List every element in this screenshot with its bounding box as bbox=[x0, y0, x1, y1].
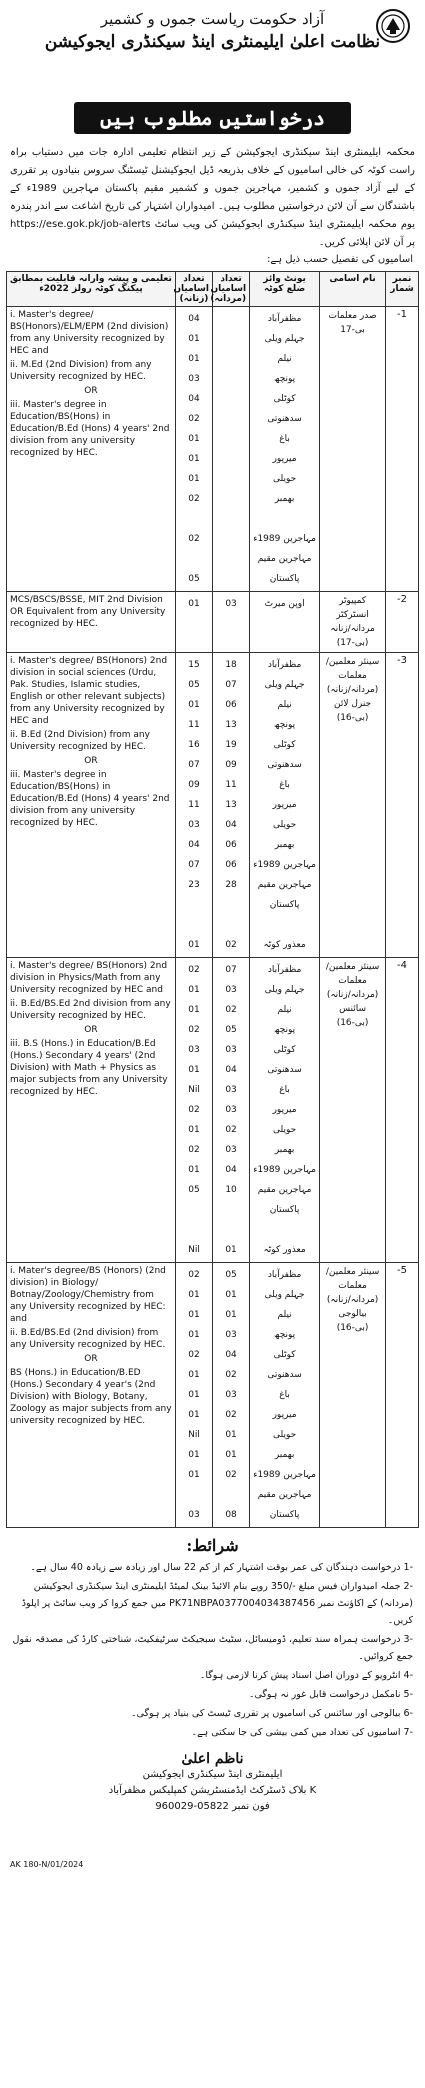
header bbox=[6, 0, 419, 100]
count-value: 02 bbox=[188, 494, 200, 504]
count-value: 01 bbox=[188, 454, 200, 464]
unit-name bbox=[253, 1220, 316, 1240]
serial-number-cell: -3 bbox=[386, 653, 419, 958]
count-value bbox=[216, 429, 246, 449]
count-value bbox=[179, 549, 209, 569]
unit-name: حویلی bbox=[272, 474, 297, 484]
unit-name: مظفرآباد bbox=[267, 314, 302, 324]
unit-name: نیلم bbox=[277, 700, 292, 710]
count-value: 01 bbox=[188, 940, 200, 950]
qualification-cell bbox=[7, 653, 176, 958]
count-value: Nil bbox=[188, 1245, 200, 1255]
count-value: 04 bbox=[225, 820, 237, 830]
unit-cell bbox=[250, 307, 320, 592]
qualification-cell bbox=[7, 958, 176, 1263]
footer-department: ایلیمنٹری اینڈ سیکنڈری ایجوکیشن bbox=[142, 1769, 283, 1780]
count-value: 03 bbox=[225, 1390, 237, 1400]
term-item: -4 انٹرویو کے دوران اصل اسناد پیش کرنا لازمی ہوگا۔ bbox=[199, 1670, 413, 1681]
unit-name: پاکستان bbox=[269, 1510, 300, 1520]
count-value: 07 bbox=[188, 860, 200, 870]
count-value: 01 bbox=[225, 1290, 237, 1300]
unit-name: مہاجرین مقیم bbox=[257, 880, 312, 890]
footer-address: K بلاک ڈسٹرکٹ ایڈمنسٹریشن کمپلیکس مظفرآباد bbox=[108, 1785, 317, 1796]
serial-number-cell: -5 bbox=[386, 1263, 419, 1528]
unit-cell bbox=[250, 653, 320, 958]
unit-name: بھمبر bbox=[274, 840, 295, 850]
count-value: 02 bbox=[188, 534, 200, 544]
count-value: 19 bbox=[225, 740, 237, 750]
count-value: 02 bbox=[188, 1025, 200, 1035]
unit-cell bbox=[250, 1263, 320, 1528]
count-value: 02 bbox=[188, 1270, 200, 1280]
unit-name: مظفرآباد bbox=[267, 965, 302, 975]
count-value bbox=[216, 469, 246, 489]
unit-name: پونچھ bbox=[274, 720, 296, 730]
unit-name: مہاجرین 1989ء bbox=[253, 534, 316, 544]
unit-name: نیلم bbox=[277, 1310, 292, 1320]
qualification-cell bbox=[7, 1263, 176, 1528]
count-value: 04 bbox=[225, 1350, 237, 1360]
header-female: تعداد اسامیاں (زنانہ) bbox=[175, 272, 212, 307]
count-value: 05 bbox=[188, 680, 200, 690]
posts-table bbox=[6, 271, 419, 1528]
unit-name: مہاجرین مقیم bbox=[257, 554, 312, 564]
header-unit: یونٹ وائز ضلع کوٹہ bbox=[250, 272, 320, 307]
count-value bbox=[179, 1220, 209, 1240]
posts-table-body bbox=[7, 307, 419, 1528]
term-item: -1 درخواست دہندگان کی عمر بوقت اشتہار کم از کم 22 سال اور زیادہ سے زیادہ 40 سال ہے۔ bbox=[30, 1562, 413, 1573]
count-value: 16 bbox=[188, 740, 200, 750]
unit-name: حویلی bbox=[272, 1430, 297, 1440]
count-value: 01 bbox=[188, 985, 200, 995]
count-value bbox=[216, 529, 246, 549]
qualification-line: iii. Master's degree in Education/BS(Hons) in Education/B.Ed (Hons) 4 years' 2nd division from any university recognized by HEC. bbox=[10, 770, 170, 828]
header-male: تعداد اسامیاں (مردانہ) bbox=[213, 272, 250, 307]
unit-name: میرپور bbox=[272, 454, 297, 464]
count-value: 04 bbox=[225, 1065, 237, 1075]
unit-name: نیلم bbox=[277, 354, 292, 364]
count-value: 03 bbox=[188, 1045, 200, 1055]
count-value: 13 bbox=[225, 800, 237, 810]
count-value bbox=[179, 1485, 209, 1505]
header-sno: نمبر شمار bbox=[386, 272, 419, 307]
unit-name: باغ bbox=[279, 1085, 290, 1095]
count-value: 01 bbox=[188, 1165, 200, 1175]
count-value: 06 bbox=[225, 860, 237, 870]
count-value bbox=[216, 569, 246, 589]
count-value: 01 bbox=[188, 1065, 200, 1075]
count-value: 01 bbox=[188, 1125, 200, 1135]
female-count-cell bbox=[175, 307, 212, 592]
unit-name: سدھنوتی bbox=[267, 1065, 302, 1075]
count-value: 01 bbox=[188, 599, 200, 609]
count-value bbox=[216, 895, 246, 915]
table-row bbox=[7, 1263, 419, 1528]
count-value bbox=[216, 1485, 246, 1505]
unit-name: حویلی bbox=[272, 1125, 297, 1135]
unit-cell bbox=[250, 958, 320, 1263]
post-name-cell: صدر معلمات بی-17 bbox=[320, 307, 386, 592]
unit-name: پونچھ bbox=[274, 374, 296, 384]
count-value: 01 bbox=[225, 1430, 237, 1440]
unit-name: نیلم bbox=[277, 1005, 292, 1015]
qualification-line: ii. B.Ed/BS.Ed 2nd division from any University recognized by HEC. bbox=[10, 999, 171, 1021]
qualification-line: BS (Hons.) in Education/B.ED (Hons.) Secondary 4 year's (2nd Division) with Biology, Botany, Zoology as major subjects from any university recognized by HEC. bbox=[10, 1368, 172, 1426]
intro-paragraph: محکمہ ایلیمنٹری اینڈ سیکنڈری ایجوکیشن کے زیر انتظام تعلیمی ادارہ جات میں دستیاب براہ راست کوٹہ کی خالی اسامیوں کے خلاف بذریعہ ڈیل ایجوکیشنل ٹیسٹنگ سروس بنیادوں پر تقرری کے لیے آزاد جموں و کشمیر، مہاجرین جموں و کشمیر مقیم پاکستان مہاجرین 1989ء کے باشندگان سے آن لائن درخواستیں مطلوب ہیں۔ امیدواران اشتہار کی تاریخ اشاعت سے اندر پندرہ یوم محکمہ ایلیمنٹری اینڈ سیکنڈری ایجوکیشن کی ویب سائٹ https://ese.gok.pk/job-alerts پر آن لائن اپلائی کریں۔ bbox=[10, 147, 415, 248]
unit-name bbox=[253, 915, 316, 935]
count-value: 02 bbox=[188, 1105, 200, 1115]
unit-name: کوٹلی bbox=[273, 394, 296, 404]
post-name-cell: سینئر معلمین/ معلمات (مردانہ/زنانہ) جنرل لائن (بی-16) bbox=[320, 653, 386, 958]
count-value bbox=[179, 509, 209, 529]
count-value: 08 bbox=[225, 1510, 237, 1520]
unit-name: پاکستان bbox=[269, 900, 300, 910]
unit-name: مہاجرین مقیم bbox=[257, 1185, 312, 1195]
government-emblem-icon bbox=[375, 8, 411, 44]
qualification-line: i. Master's degree/ BS(Honors) 2nd division in Physics/Math from any University recognized by HEC and bbox=[10, 961, 168, 995]
count-value: 11 bbox=[188, 720, 200, 730]
footer bbox=[6, 1751, 419, 1871]
qualification-line: i. Master's degree/ BS(Honors)/ELM/EPM (2nd division) from any University recognized by HEC and bbox=[10, 310, 169, 356]
term-item: -6 بیالوجی اور سائنس کی اسامیوں پر تقرری ٹیسٹ کی بنیاد پر ہوگی۔ bbox=[130, 1708, 413, 1719]
qualification-line: iii. Master's degree in Education/BS(Hons) in Education/B.Ed (Hons) 4 years' 2nd division from any university recognized by HEC. bbox=[10, 400, 170, 458]
count-value: 09 bbox=[188, 780, 200, 790]
male-count-cell bbox=[213, 307, 250, 592]
count-value: 02 bbox=[188, 1350, 200, 1360]
unit-cell bbox=[250, 592, 320, 653]
count-value: 03 bbox=[225, 985, 237, 995]
count-value: 03 bbox=[225, 1045, 237, 1055]
count-value: 03 bbox=[225, 1085, 237, 1095]
unit-name: معذور کوٹہ bbox=[263, 940, 306, 950]
count-value bbox=[216, 449, 246, 469]
qualification-line: OR bbox=[84, 756, 98, 766]
table-row bbox=[7, 653, 419, 958]
count-value: 06 bbox=[225, 700, 237, 710]
table-header-row bbox=[7, 272, 419, 307]
count-value bbox=[216, 509, 246, 529]
female-count-cell bbox=[175, 958, 212, 1263]
female-count-cell bbox=[175, 653, 212, 958]
footer-phone: فون نمبر 05822-960029 bbox=[155, 1801, 270, 1812]
count-value: 05 bbox=[225, 1270, 237, 1280]
count-value: 10 bbox=[225, 1185, 237, 1195]
unit-name: مہاجرین 1989ء bbox=[253, 1165, 316, 1175]
terms-title: شرائط: bbox=[186, 1536, 239, 1555]
count-value: 01 bbox=[188, 1470, 200, 1480]
count-value: 28 bbox=[225, 880, 237, 890]
count-value bbox=[216, 389, 246, 409]
qualification-line: OR bbox=[84, 1354, 98, 1364]
count-value: 07 bbox=[225, 680, 237, 690]
count-value: 01 bbox=[188, 1450, 200, 1460]
count-value: 01 bbox=[225, 1450, 237, 1460]
unit-name: مہاجرین 1989ء bbox=[253, 1470, 316, 1480]
count-value: 05 bbox=[188, 574, 200, 584]
post-name-cell: سینئر معلمین/ معلمات (مردانہ/زنانہ) سائنس (بی-16) bbox=[320, 958, 386, 1263]
unit-name: میرپور bbox=[272, 1410, 297, 1420]
count-value bbox=[179, 895, 209, 915]
unit-name: پاکستان bbox=[269, 574, 300, 584]
unit-name: بھمبر bbox=[274, 494, 295, 504]
table-row bbox=[7, 592, 419, 653]
count-value: 13 bbox=[225, 720, 237, 730]
count-value: 02 bbox=[225, 1125, 237, 1135]
count-value: 03 bbox=[188, 820, 200, 830]
applications-wanted-banner: درخواستیں مطلوب ہیں bbox=[74, 102, 351, 134]
table-row bbox=[7, 958, 419, 1263]
count-value bbox=[179, 915, 209, 935]
count-value: 07 bbox=[225, 965, 237, 975]
banner-wrap bbox=[6, 102, 419, 134]
header-post-name: نام اسامی bbox=[320, 272, 386, 307]
serial-number-cell: -1 bbox=[386, 307, 419, 592]
count-value bbox=[216, 409, 246, 429]
count-value: Nil bbox=[188, 1085, 200, 1095]
unit-name: مظفرآباد bbox=[267, 660, 302, 670]
count-value: 01 bbox=[188, 700, 200, 710]
count-value: 05 bbox=[225, 1025, 237, 1035]
count-value: 03 bbox=[188, 374, 200, 384]
unit-name: بھمبر bbox=[274, 1145, 295, 1155]
count-value: 05 bbox=[188, 1185, 200, 1195]
director-title: ناظم اعلیٰ bbox=[181, 1751, 244, 1767]
count-value: 01 bbox=[225, 1245, 237, 1255]
qualification-line: i. Mater's degree/BS (Honors) (2nd division) in Biology/ Botnay/Zoology/Chemistry from any University recognized by HEC: and bbox=[10, 1266, 166, 1324]
unit-name: بھمبر bbox=[274, 1450, 295, 1460]
count-value: 04 bbox=[188, 314, 200, 324]
term-item: -2 جملہ امیدواران فیس مبلغ -/350 روپے بنام الائیڈ بینک لمیٹڈ ایلیمنٹری اینڈ سیکنڈری ایجوکیشن (مردانہ) کے اکاؤنٹ نمبر PK71NBPA0377004034387456 میں جمع کروا کر ویب سائٹ پر اپلوڈ کریں۔ bbox=[21, 1581, 413, 1626]
term-item: -3 درخواست ہمراہ سند تعلیم، ڈومیسائل، سٹیٹ سبجیکٹ سرٹیفکیٹ، شناختی کارڈ کی مصدقہ نقول جمع کروائیں۔ bbox=[12, 1634, 413, 1662]
count-value bbox=[216, 329, 246, 349]
signature-block bbox=[6, 1751, 419, 1815]
count-value bbox=[216, 915, 246, 935]
qualification-line: MCS/BSCS/BSSE, MIT 2nd Division OR Equivalent from any University recognized by HEC. bbox=[10, 595, 166, 629]
count-value: 01 bbox=[225, 1310, 237, 1320]
count-value bbox=[179, 1200, 209, 1220]
qualification-cell bbox=[7, 307, 176, 592]
terms-list bbox=[12, 1559, 413, 1741]
count-value: 03 bbox=[225, 1330, 237, 1340]
unit-name: باغ bbox=[279, 780, 290, 790]
count-value: 01 bbox=[188, 474, 200, 484]
count-value: 18 bbox=[225, 660, 237, 670]
unit-name: باغ bbox=[279, 434, 290, 444]
count-value: 02 bbox=[188, 965, 200, 975]
female-count-cell bbox=[175, 1263, 212, 1528]
count-value: Nil bbox=[188, 1430, 200, 1440]
unit-name: اوپن میرٹ bbox=[264, 599, 305, 609]
unit-name: پاکستان bbox=[269, 1205, 300, 1215]
count-value: 04 bbox=[188, 840, 200, 850]
serial-number-cell: -4 bbox=[386, 958, 419, 1263]
count-value bbox=[216, 309, 246, 329]
unit-name: جہلم ویلی bbox=[264, 1290, 305, 1300]
unit-name: کوٹلی bbox=[273, 740, 296, 750]
unit-name: سدھنوتی bbox=[267, 1370, 302, 1380]
unit-name: سدھنوتی bbox=[267, 760, 302, 770]
count-value: 01 bbox=[188, 1410, 200, 1420]
unit-name: سدھنوتی bbox=[267, 414, 302, 424]
count-value: 04 bbox=[188, 394, 200, 404]
count-value: 23 bbox=[188, 880, 200, 890]
count-value bbox=[216, 1200, 246, 1220]
count-value: 04 bbox=[225, 1165, 237, 1175]
count-value: 01 bbox=[188, 434, 200, 444]
unit-name: جہلم ویلی bbox=[264, 680, 305, 690]
unit-name: مظفرآباد bbox=[267, 1270, 302, 1280]
count-value: 02 bbox=[225, 1005, 237, 1015]
intro-detail: اسامیوں کی تفصیل حسب ذیل ہے: bbox=[266, 254, 413, 265]
qualification-line: ii. B.Ed (2nd Division) from any University recognized by HEC. bbox=[10, 730, 150, 752]
serial-number-cell: -2 bbox=[386, 592, 419, 653]
unit-name: جہلم ویلی bbox=[264, 334, 305, 344]
unit-name: معذور کوٹہ bbox=[263, 1245, 306, 1255]
count-value: 02 bbox=[225, 940, 237, 950]
table-row bbox=[7, 307, 419, 592]
count-value: 01 bbox=[188, 1005, 200, 1015]
count-value bbox=[216, 489, 246, 509]
count-value: 09 bbox=[225, 760, 237, 770]
qualification-line: ii. B.Ed/BS.Ed (2nd division) from any University recognized by HEC. bbox=[10, 1328, 166, 1350]
post-name-cell: کمپیوٹر انسٹرکٹر مردانہ/زنانہ (بی-17) bbox=[320, 592, 386, 653]
count-value: 01 bbox=[188, 1330, 200, 1340]
count-value: 01 bbox=[188, 1370, 200, 1380]
qualification-line: OR bbox=[84, 1025, 98, 1035]
qualification-line: i. Master's degree/ BS(Honors) 2nd division in social sciences (Urdu, Pak. Studies, Islamic studies, English or other relevant subjects) from any University recognized by HEC and bbox=[10, 656, 168, 726]
male-count-cell bbox=[213, 1263, 250, 1528]
count-value bbox=[216, 349, 246, 369]
unit-name: پونچھ bbox=[274, 1025, 296, 1035]
count-value bbox=[216, 1220, 246, 1240]
department-name: نظامت اعلیٰ ایلیمنٹری اینڈ سیکنڈری ایجوکیشن bbox=[44, 32, 381, 52]
count-value: 03 bbox=[225, 1145, 237, 1155]
unit-name: مہاجرین 1989ء bbox=[253, 860, 316, 870]
term-item: -7 اسامیوں کی تعداد میں کمی بیشی کی جا سکتی ہے۔ bbox=[191, 1727, 413, 1738]
count-value: 02 bbox=[188, 414, 200, 424]
count-value: 02 bbox=[225, 1410, 237, 1420]
unit-name: باغ bbox=[279, 1390, 290, 1400]
unit-name: پونچھ bbox=[274, 1330, 296, 1340]
unit-name: میرپور bbox=[272, 1105, 297, 1115]
unit-name bbox=[253, 509, 316, 529]
unit-name: حویلی bbox=[272, 820, 297, 830]
count-value: 01 bbox=[188, 334, 200, 344]
count-value: 01 bbox=[188, 354, 200, 364]
government-name: آزاد حکومت ریاست جموں و کشمیر bbox=[100, 10, 325, 28]
count-value: 02 bbox=[225, 1370, 237, 1380]
count-value: 03 bbox=[225, 599, 237, 609]
count-value bbox=[216, 549, 246, 569]
count-value: 02 bbox=[225, 1470, 237, 1480]
post-name-cell: سینئر معلمین/ معلمات (مردانہ/زنانہ) بیالوجی (بی-16) bbox=[320, 1263, 386, 1528]
count-value: 11 bbox=[225, 780, 237, 790]
unit-name: جہلم ویلی bbox=[264, 985, 305, 995]
qualification-line: iii. B.S (Hons.) in Education/B.Ed (Hons.) Secondary 4 years' (2nd Division) with Math + Physics as major subjects from any University recognized by HEC. bbox=[10, 1039, 168, 1097]
count-value: 02 bbox=[188, 1145, 200, 1155]
female-count-cell bbox=[175, 592, 212, 653]
qualification-line: OR bbox=[84, 386, 98, 396]
count-value: 07 bbox=[188, 760, 200, 770]
count-value: 01 bbox=[188, 1310, 200, 1320]
qualification-cell bbox=[7, 592, 176, 653]
reference-number: AK 180-N/01/2024 bbox=[10, 1860, 84, 1869]
count-value: 03 bbox=[188, 1510, 200, 1520]
count-value: 11 bbox=[188, 800, 200, 810]
unit-name: میرپور bbox=[272, 800, 297, 810]
unit-name: کوٹلی bbox=[273, 1045, 296, 1055]
count-value: 01 bbox=[188, 1390, 200, 1400]
male-count-cell bbox=[213, 592, 250, 653]
count-value: 03 bbox=[225, 1105, 237, 1115]
count-value: 06 bbox=[225, 840, 237, 850]
unit-name: مہاجرین مقیم bbox=[257, 1490, 312, 1500]
term-item: -5 نامکمل درخواست قابل غور نہ ہوگی۔ bbox=[248, 1689, 413, 1700]
unit-name: کوٹلی bbox=[273, 1350, 296, 1360]
count-value bbox=[216, 369, 246, 389]
qualification-line: ii. M.Ed (2nd Division) from any University recognized by HEC. bbox=[10, 360, 152, 382]
header-qualification: تعلیمی و پیشہ وارانہ قابلیت بمطابق پیکنگ کوٹہ رولز 2022ء bbox=[7, 272, 176, 307]
male-count-cell bbox=[213, 958, 250, 1263]
male-count-cell bbox=[213, 653, 250, 958]
count-value: 15 bbox=[188, 660, 200, 670]
count-value: 01 bbox=[188, 1290, 200, 1300]
